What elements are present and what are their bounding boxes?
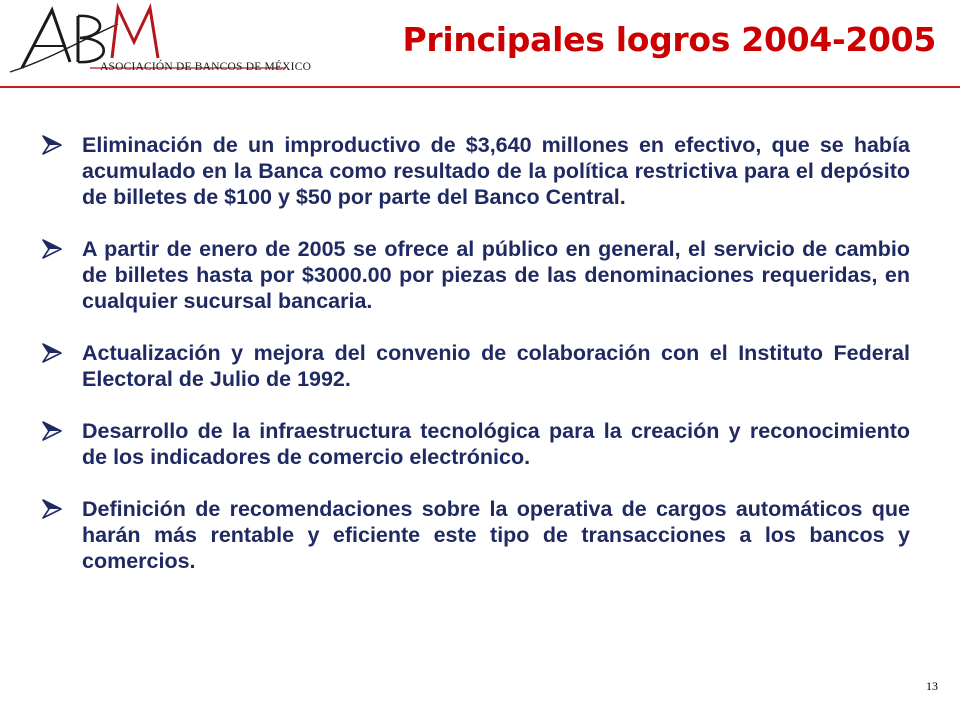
bullet-text: Definición de recomendaciones sobre la operativa de cargos automáticos que harán más rentable y eficiente este tipo de transacciones a los bancos y comercios.	[82, 497, 910, 573]
page-number: 13	[926, 679, 938, 693]
arrow-bullet-icon	[40, 420, 64, 442]
bullet-list	[40, 132, 910, 600]
page-title: Principales logros 2004-2005	[402, 20, 936, 59]
bullet-text: A partir de enero de 2005 se ofrece al público en general, el servicio de cambio de billetes hasta por $3000.00 por piezas de las denominaciones requeridas, en cualquier sucursal bancaria.	[82, 237, 910, 313]
abm-logo	[8, 2, 312, 82]
list-item	[40, 236, 910, 314]
arrow-bullet-icon	[40, 238, 64, 260]
bullet-text: Eliminación de un improductivo de $3,640 millones en efectivo, que se había acumulado en la Banca como resultado de la política restrictiva para el depósito de billetes de $100 y $50 por parte del Banco Central.	[82, 133, 910, 209]
bullet-text: Desarrollo de la infraestructura tecnológica para la creación y reconocimiento de los indicadores de comercio electrónico.	[82, 419, 910, 469]
list-item	[40, 340, 910, 392]
list-item	[40, 496, 910, 574]
bullet-text: Actualización y mejora del convenio de colaboración con el Instituto Federal Electoral de Julio de 1992.	[82, 341, 910, 391]
logo-subtitle: ASOCIACIÓN DE BANCOS DE MÉXICO	[100, 61, 312, 73]
list-item	[40, 418, 910, 470]
list-item	[40, 132, 910, 210]
title-divider	[0, 86, 960, 88]
arrow-bullet-icon	[40, 134, 64, 156]
arrow-bullet-icon	[40, 342, 64, 364]
arrow-bullet-icon	[40, 498, 64, 520]
